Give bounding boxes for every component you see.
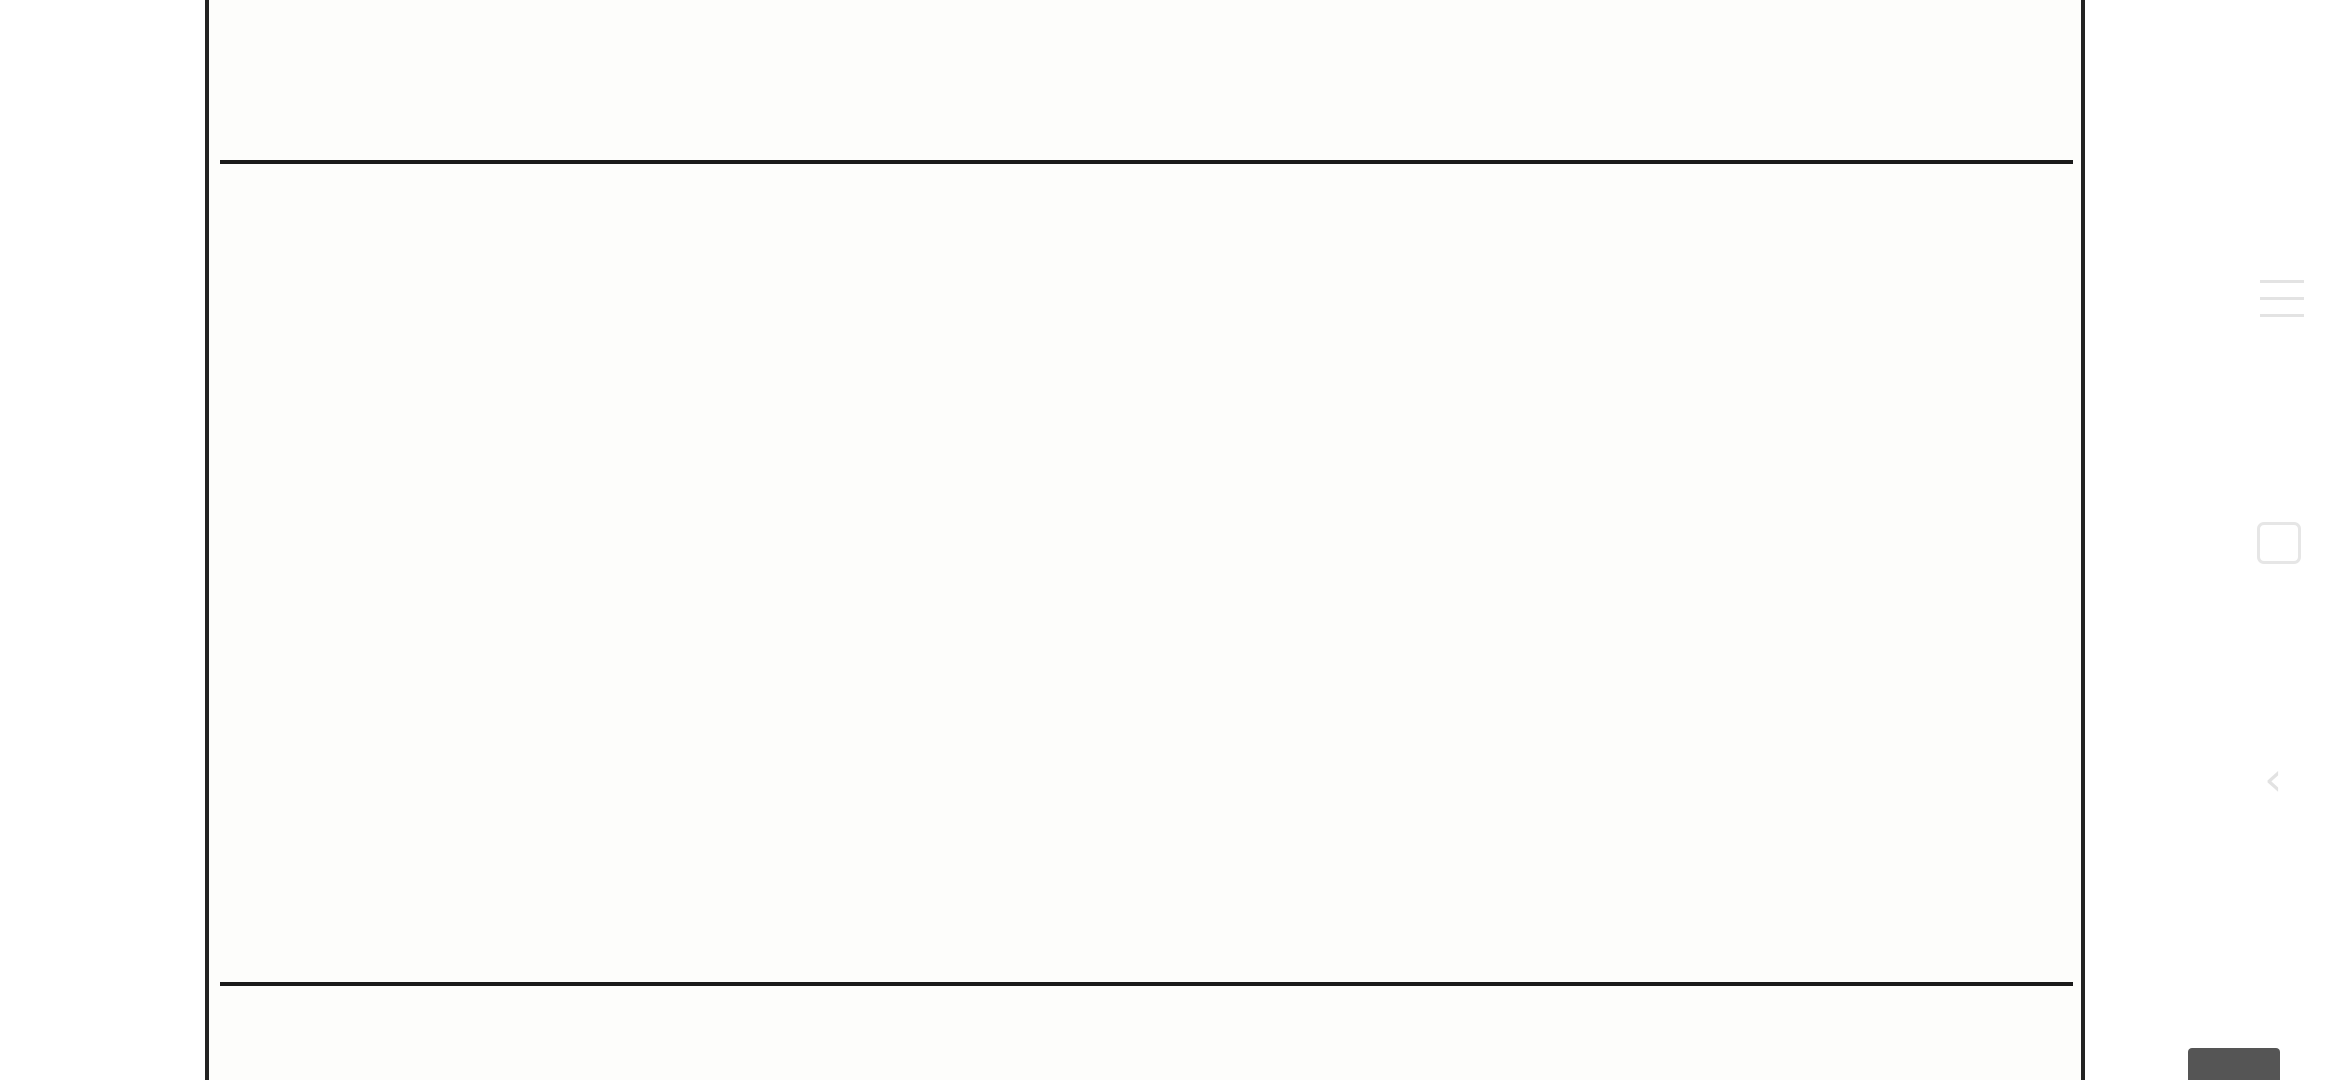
page-border-left (205, 0, 209, 1080)
menu-icon[interactable] (2260, 280, 2304, 331)
back-chevron-icon[interactable]: ‹ (2264, 752, 2283, 806)
section-rule-bottom (220, 982, 2073, 986)
section-rule-top (220, 160, 2073, 164)
home-square-icon[interactable] (2257, 522, 2301, 564)
page-indicator (2188, 1048, 2280, 1080)
page-border-right (2081, 0, 2085, 1080)
